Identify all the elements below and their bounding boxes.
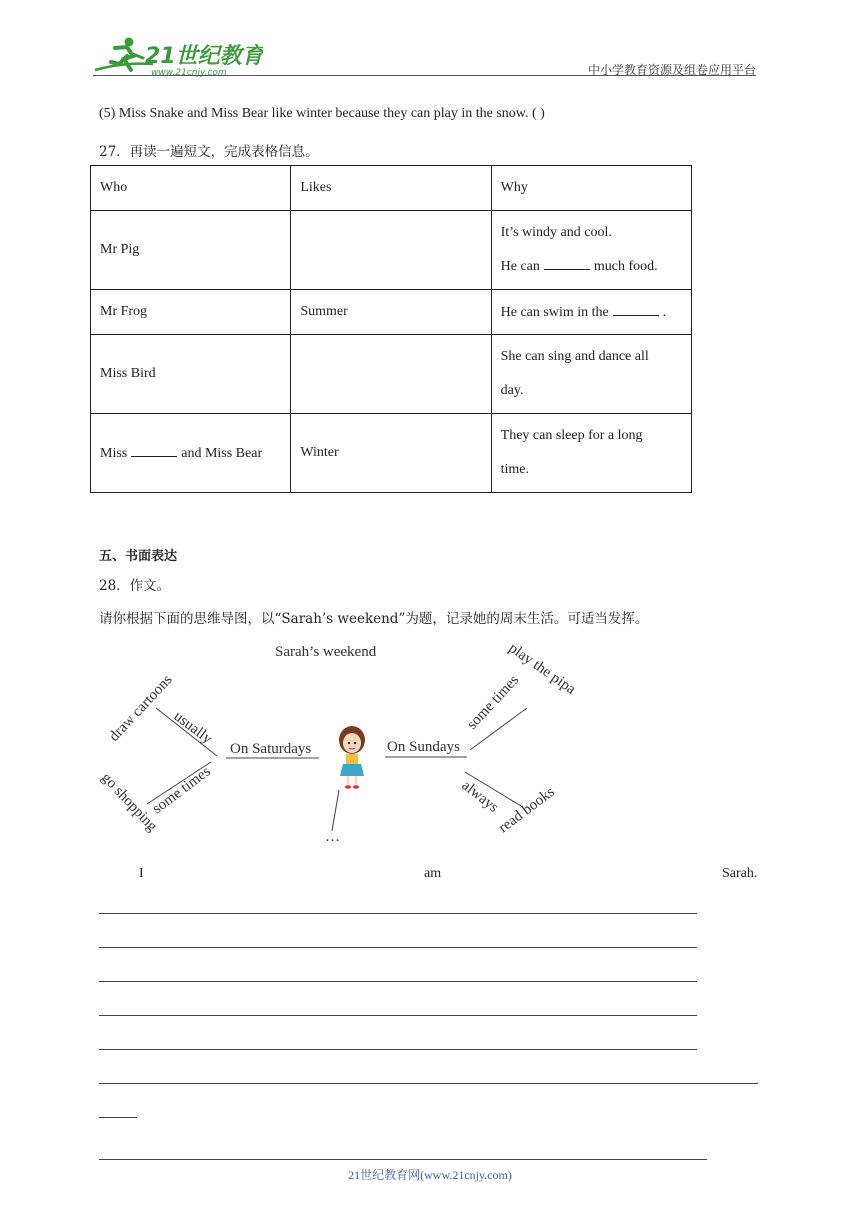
- table-row: [91, 211, 692, 290]
- cell-likes: Summer: [291, 290, 491, 335]
- site-logo: [93, 34, 263, 78]
- mindmap-ellipsis: …: [325, 829, 340, 845]
- cell-why: [491, 335, 691, 414]
- writing-line[interactable]: [99, 1049, 697, 1050]
- cell-who: Mr Frog: [91, 290, 291, 335]
- question-5: (5) Miss Snake and Miss Bear like winter because they can play in the snow. ( ): [99, 106, 545, 121]
- saturdays-label: On Saturdays: [230, 741, 312, 757]
- header-why: Why: [491, 166, 691, 211]
- mind-map: [95, 638, 605, 850]
- why-line: They can sleep for a long: [500, 428, 643, 443]
- cell-why: [491, 414, 691, 493]
- why-line: day.: [500, 383, 524, 398]
- fill-blank[interactable]: [131, 444, 177, 457]
- writing-line[interactable]: [99, 913, 697, 914]
- footer-divider: [99, 1159, 707, 1160]
- girl-figure: [339, 726, 365, 789]
- info-table: [90, 165, 692, 493]
- header-divider: [93, 75, 756, 76]
- why-text: He can: [500, 259, 540, 274]
- essay-word: am: [424, 866, 442, 881]
- cell-who: Mr Pig: [91, 211, 291, 290]
- why-text: much food.: [593, 259, 658, 274]
- why-line: time.: [500, 462, 530, 477]
- who-text: Miss: [100, 446, 128, 461]
- table-row: [91, 290, 692, 335]
- writing-line[interactable]: [99, 981, 697, 982]
- cell-who: [91, 414, 291, 493]
- footer-text: 21世纪教育网(www.21cnjy.com): [348, 1168, 512, 1182]
- cell-who: Miss Bird: [91, 335, 291, 414]
- activity-read-books: read books: [495, 784, 558, 837]
- header-likes: Likes: [291, 166, 491, 211]
- frequency-usually: usually: [170, 708, 215, 748]
- writing-line[interactable]: [99, 1015, 697, 1016]
- why-line: [501, 250, 682, 284]
- why-text: .: [662, 305, 667, 320]
- question-27-title: 27．再读一遍短文，完成表格信息。: [99, 144, 319, 160]
- essay-word: I: [139, 866, 144, 881]
- cell-why: [491, 211, 691, 290]
- header-platform-text: 中小学教育资源及组卷应用平台: [587, 63, 756, 77]
- why-line: She can sing and dance all: [500, 349, 649, 364]
- writing-line[interactable]: [99, 947, 697, 948]
- activity-play-the-pipa: play the pipa: [505, 640, 579, 698]
- writing-line[interactable]: [99, 1117, 137, 1118]
- why-line: It’s windy and cool.: [500, 225, 612, 240]
- cell-likes: Winter: [291, 414, 491, 493]
- logo-text: 21世纪教育: [145, 44, 263, 69]
- fill-blank[interactable]: [544, 257, 590, 270]
- table-header-row: [91, 166, 692, 211]
- who-text: and Miss Bear: [181, 446, 263, 461]
- frequency-always: always: [458, 777, 502, 816]
- essay-word: Sarah.: [722, 866, 758, 881]
- frequency-some-times-sun: some times: [464, 672, 523, 733]
- table-row: [91, 335, 692, 414]
- logo-url: www.21cnjy.com: [151, 68, 227, 78]
- question-28-title: 28．作文。: [99, 578, 171, 594]
- frequency-some-times-sat: some times: [149, 763, 214, 818]
- table-row: [91, 414, 692, 493]
- activity-draw-cartoons: draw cartoons: [106, 671, 176, 745]
- header-who: Who: [91, 166, 291, 211]
- why-text: He can swim in the: [500, 305, 609, 320]
- activity-go-shopping: go shopping: [98, 769, 161, 835]
- mindmap-title: Sarah’s weekend: [275, 644, 377, 660]
- cell-likes-blank[interactable]: [291, 335, 491, 414]
- writing-line[interactable]: [99, 1083, 758, 1084]
- section-title: 五、书面表达: [99, 549, 178, 564]
- cell-likes-blank[interactable]: [291, 211, 491, 290]
- sundays-label: On Sundays: [387, 739, 460, 755]
- essay-instruction: 请你根据下面的思维导图，以“Sarah’s weekend”为题，记录她的周末生活。可适当发挥。: [99, 611, 649, 627]
- fill-blank[interactable]: [613, 303, 659, 316]
- cell-why: [491, 290, 691, 335]
